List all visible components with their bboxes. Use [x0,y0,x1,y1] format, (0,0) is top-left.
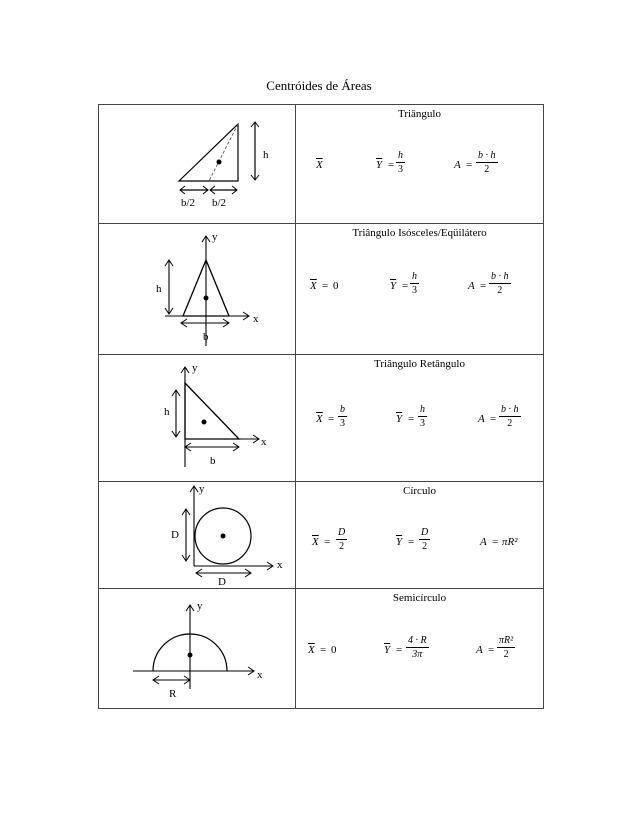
table-row [99,589,544,709]
area-denominator: 2 [507,418,513,429]
formula-cell: Semicírculo $\overline{X}$ = 0 $\overline{Y}$ = $\frac{4 \cdot R}{3\pi}$ A = $\frac{\text{πR²}}{2}$ [296,589,544,709]
y-bar-fraction [396,150,405,175]
x-bar-denominator: 2 [339,541,345,552]
x-bar-label: $\overline{X}$ [310,280,317,292]
area-denominator: 2 [503,649,509,660]
area-fraction [476,150,498,175]
b-label: b [203,331,209,343]
area-label: A [454,159,461,171]
row-title: Triângulo [398,108,441,120]
y-bar-fraction [410,271,419,296]
area-label: A [480,536,487,548]
isosceles-triangle-figure [99,224,295,354]
area-numerator: b · h [501,404,519,415]
area-denominator: 2 [497,285,503,296]
y-bar-numerator: h [412,271,417,282]
y-bar-denominator: 2 [422,541,428,552]
x-axis-label: x [261,436,267,448]
y-bar-denominator: 3 [420,418,425,429]
y-axis-label: y [197,600,203,612]
x-bar-value: 0 [331,644,337,656]
page-title: Centróides de Áreas [266,78,372,93]
x-bar-numerator: b [340,404,345,415]
figure-cell [99,105,296,224]
row-title: Triângulo Retângulo [374,358,465,370]
formula-cell: Triângulo $\overline{X}$ $\overline{Y}$ = $\frac{h}{3}$ A = $\frac{b \cdot h}{2}$ [296,105,544,224]
x-bar-label: $\overline{X}$ [312,536,319,548]
y-bar-denominator: 3 [412,285,417,296]
y-bar-denominator: 3π [412,649,423,660]
x-bar-fraction [336,527,347,552]
table-row [99,482,544,589]
area-numerator: b · h [491,271,509,282]
circle-figure [99,482,295,588]
h-label: h [263,149,269,161]
formula-cell: Círculo $\overline{X}$ = $\frac{D}{2}$ $\overline{Y}$ = $\frac{D}{2}$ A = πR² [296,482,544,589]
area-fraction [489,271,511,296]
y-bar-label: $\overline{Y}$ [384,644,391,656]
d-vertical-label: D [171,529,179,541]
table-row [99,105,544,224]
triangle-figure [99,105,295,223]
x-axis-label: x [257,669,263,681]
area-label: A [478,413,485,425]
y-axis-label: y [192,362,198,374]
area-fraction [499,404,521,429]
x-axis-label: x [277,559,283,571]
x-bar-fraction [338,404,347,429]
area-numerator: b · h [478,150,496,161]
y-axis-label: y [212,231,218,243]
figure-cell [99,589,296,709]
y-bar-label: $\overline{Y}$ [376,159,383,171]
formula-cell: Triângulo Retângulo $\overline{X}$ = $\frac{b}{3}$ $\overline{Y}$ = $\frac{h}{3}$ A = $\frac{b \cdot h}{2}$ [296,355,544,482]
y-bar-numerator: 4 · R [408,635,427,646]
area-value: πR² [502,536,518,548]
y-bar-fraction [419,527,430,552]
formula-cell: Triângulo Isósceles/Eqüilátero $\overline{X}$ = 0 $\overline{Y}$ = $\frac{h}{3}$ A = $\frac{b \cdot h}{2}$ [296,224,544,355]
y-axis-label: y [199,483,205,495]
figure-cell [99,482,296,589]
y-bar-denominator: 3 [398,164,403,175]
y-bar-label: $\overline{Y}$ [396,536,403,548]
y-bar-numerator: h [420,404,425,415]
x-bar-value: 0 [333,280,339,292]
table-row [99,355,544,482]
figure-cell [99,224,296,355]
y-bar-label: $\overline{Y}$ [390,280,397,292]
area-label: A [468,280,475,292]
x-bar-label: $\overline{X}$ [316,159,323,171]
x-bar-numerator: D [338,527,346,538]
b-label: b [210,455,216,467]
y-bar-fraction [418,404,427,429]
h-label: h [164,406,170,418]
y-bar-label: $\overline{Y}$ [396,413,403,425]
h-label: h [156,283,162,295]
table-row [99,224,544,355]
area-label: A [476,644,483,656]
d-horizontal-label: D [218,576,226,588]
figure-cell [99,355,296,482]
row-title: Círculo [403,485,436,497]
centroid-table [98,104,544,709]
y-bar-fraction [406,635,429,660]
semicircle-figure [99,589,295,708]
area-numerator: πR² [499,635,514,646]
y-bar-numerator: D [421,527,429,538]
r-label: R [169,688,177,700]
y-bar-numerator: h [398,150,403,161]
x-bar-denominator: 3 [340,418,345,429]
x-bar-label: $\overline{X}$ [316,413,323,425]
area-fraction [497,635,515,660]
row-title: Triângulo Isósceles/Eqüilátero [352,227,487,239]
b-half-right-label: b/2 [212,197,227,209]
x-bar-label: $\overline{X}$ [308,644,315,656]
b-half-left-label: b/2 [181,197,196,209]
x-axis-label: x [253,313,259,325]
area-denominator: 2 [484,164,490,175]
right-triangle-figure [99,355,295,481]
row-title: Semicírculo [392,592,447,604]
